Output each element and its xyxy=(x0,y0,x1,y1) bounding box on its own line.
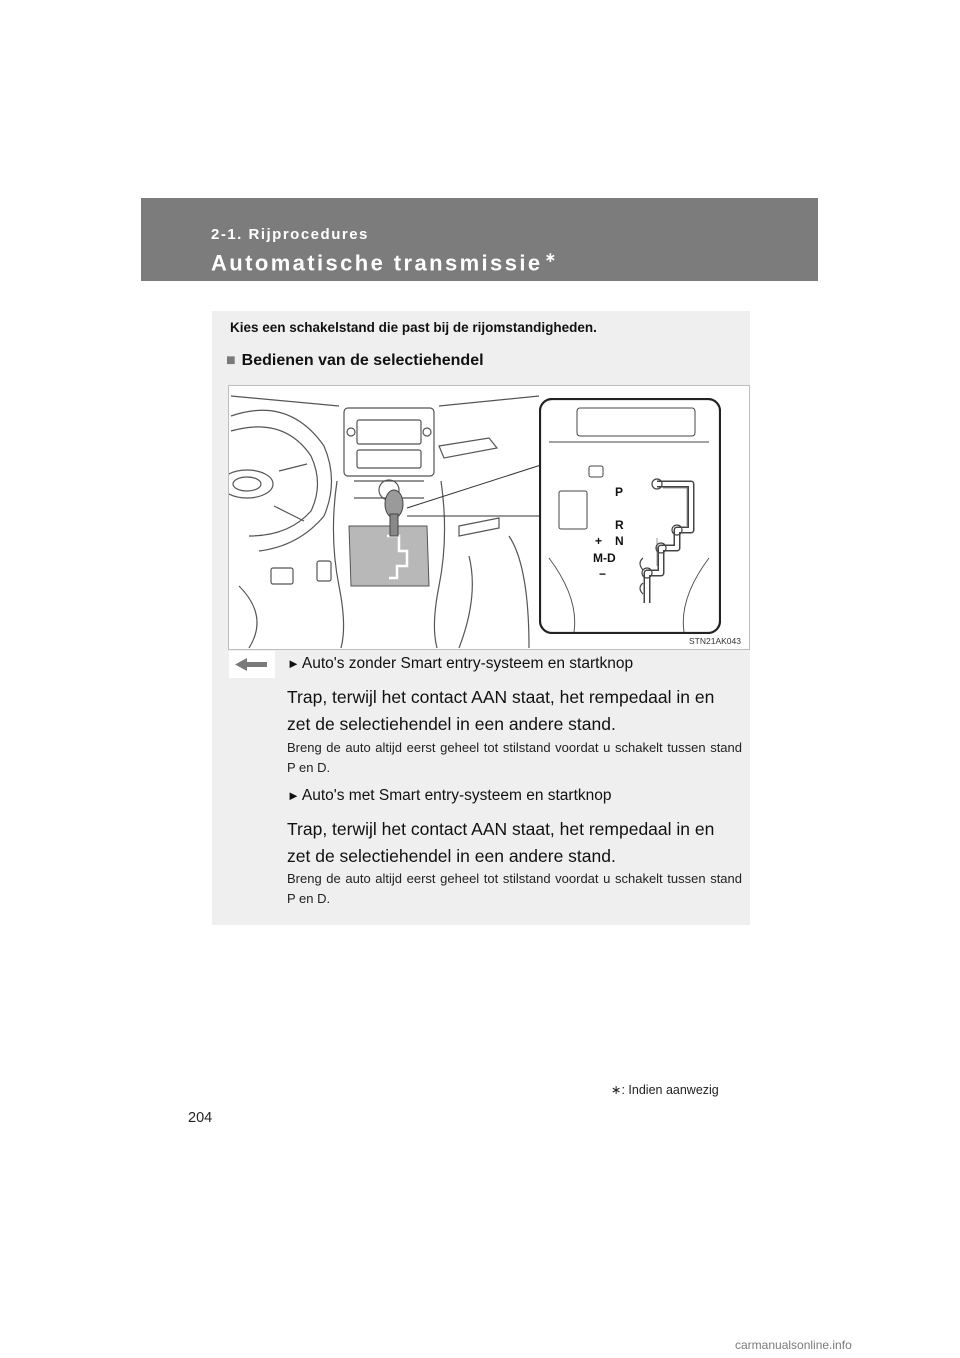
page-title-text: Automatische transmissie xyxy=(211,250,543,276)
variant-label-without-smart-entry xyxy=(287,655,633,673)
variant-label-with-smart-entry xyxy=(287,787,612,805)
page-title xyxy=(211,249,559,276)
gear-label-minus: − xyxy=(599,567,607,581)
gear-label-p: P xyxy=(615,485,624,499)
footnote: ∗: Indien aanwezig xyxy=(611,1083,719,1097)
square-bullet-icon: ■ xyxy=(226,352,236,369)
shift-gate-drawing xyxy=(539,398,721,634)
gear-label-m-d: M-D xyxy=(593,551,616,565)
triangle-bullet-icon: ► xyxy=(287,788,300,803)
optional-equipment-mark: ∗ xyxy=(544,249,559,265)
gear-selector-illustration xyxy=(228,385,750,650)
page-number: 204 xyxy=(188,1110,213,1126)
watermark: carmanualsonline.info xyxy=(735,1338,852,1352)
figure-code: STN21AK043 xyxy=(689,636,741,646)
section-label: 2-1. Rijprocedures xyxy=(211,226,369,243)
variant-label-text: Auto's zonder Smart entry-systeem en startknop xyxy=(301,655,634,672)
subheading xyxy=(226,352,484,370)
instruction-text: Trap, terwijl het contact AAN staat, het rempedaal in en zet de selectiehendel in een andere stand. xyxy=(287,687,715,734)
content-panel xyxy=(212,311,750,925)
note-text: Breng de auto altijd eerst geheel tot stilstand voordat u schakelt tussen stand P en D. xyxy=(287,740,742,775)
shift-gate-detail xyxy=(539,398,721,634)
intro-text: Kies een schakelstand die past bij de rijomstandigheden. xyxy=(230,320,597,335)
gear-label-plus: + xyxy=(595,534,603,548)
chapter-header xyxy=(141,198,818,281)
instruction-text: Trap, terwijl het contact AAN staat, het rempedaal in en zet de selectiehendel in een andere stand. xyxy=(287,819,715,866)
triangle-bullet-icon: ► xyxy=(287,656,300,671)
variant-label-text: Auto's met Smart entry-systeem en startknop xyxy=(301,787,612,804)
gear-label-n: N xyxy=(615,534,624,548)
left-arrow-icon xyxy=(229,651,275,678)
note-text: Breng de auto altijd eerst geheel tot stilstand voordat u schakelt tussen stand P en D. xyxy=(287,871,742,906)
reference-tab xyxy=(229,651,275,678)
gear-label-r: R xyxy=(615,518,624,532)
subheading-text: Bedienen van de selectiehendel xyxy=(241,352,484,369)
